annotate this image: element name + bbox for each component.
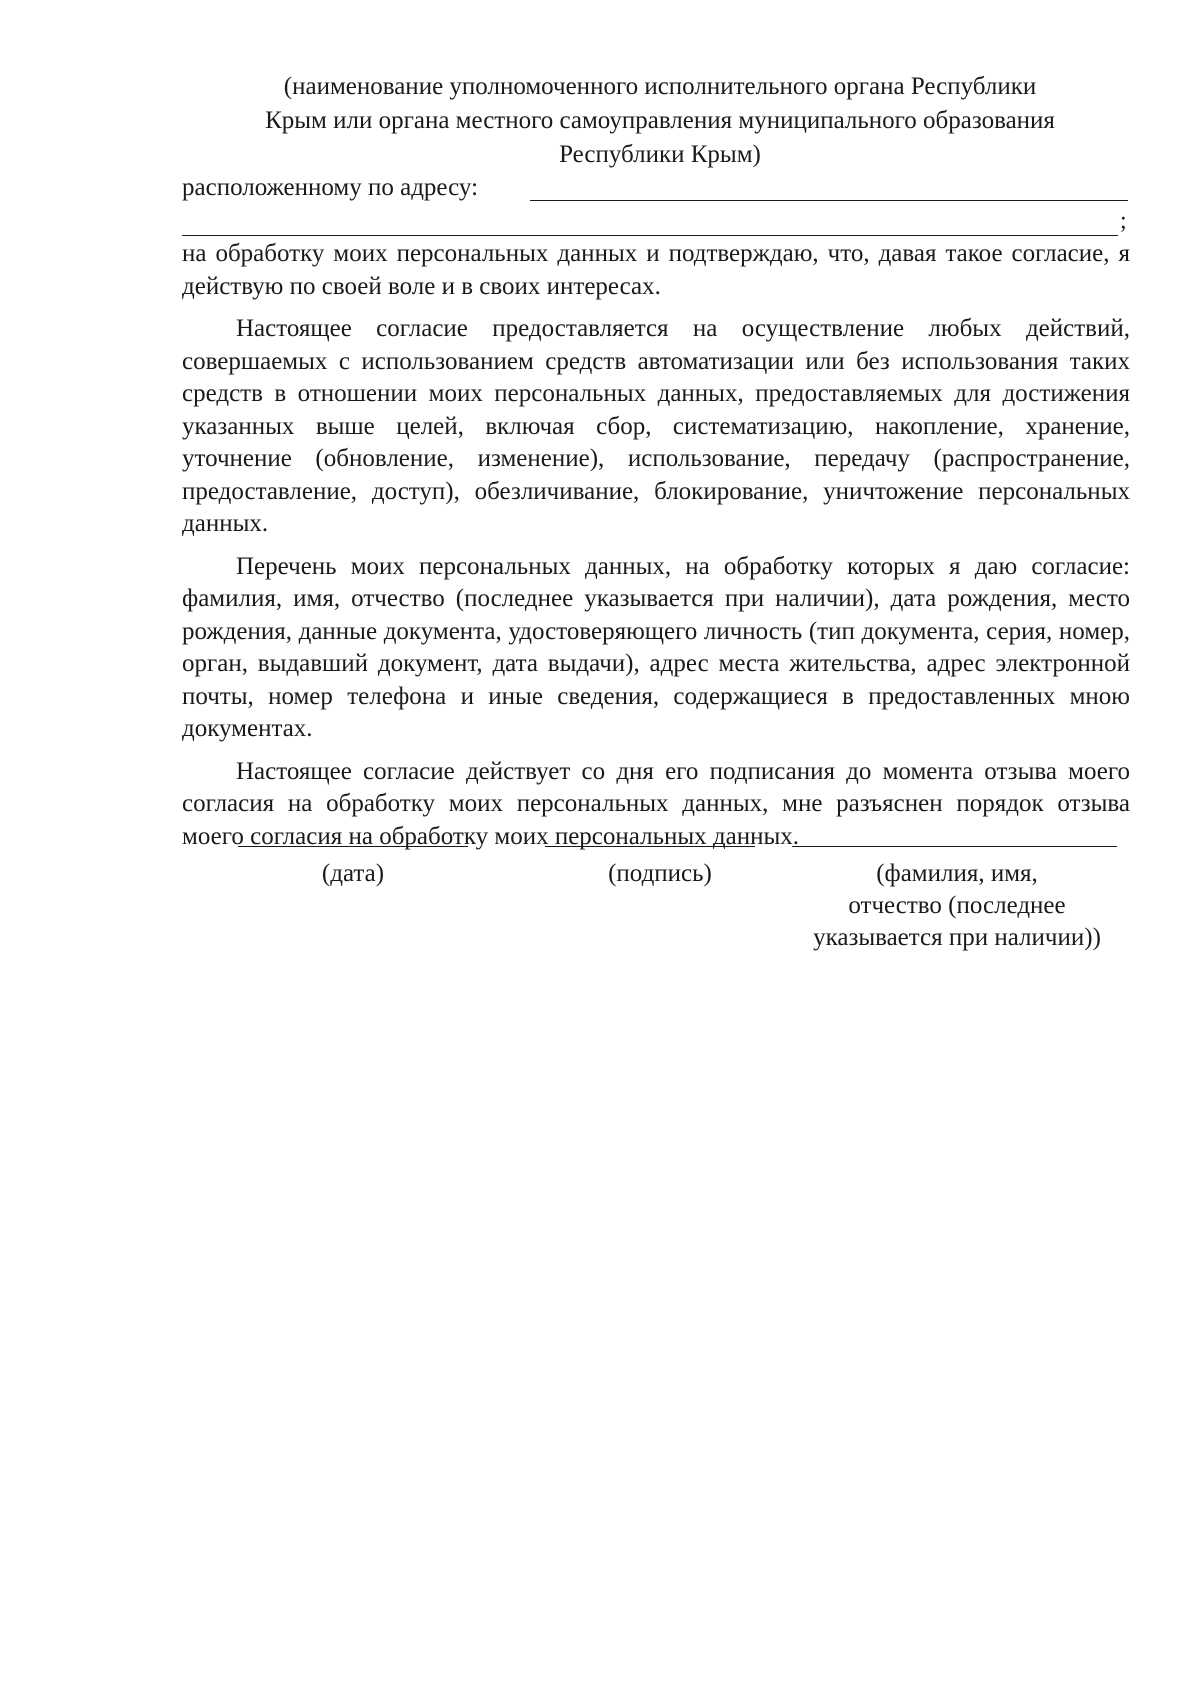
- date-blank-line: [238, 846, 468, 847]
- address-blank-line-2: [182, 235, 1118, 236]
- paragraph-4: Настоящее согласие действует со дня его подписания до момента отзыва моего согласия на обработку моих персональных данных, мне разъяснен порядок отзыва моего согласия на обработку моих персональных данных.: [182, 757, 1130, 850]
- authority-name-caption: [180, 70, 1140, 172]
- full-name-caption-line-1: (фамилия, имя,: [876, 860, 1038, 887]
- address-blank-line-1: [530, 200, 1128, 201]
- paragraph-3: Перечень моих персональных данных, на обработку которых я даю согласие: фамилия, имя, отчество (последнее указывается при наличии), дата рождения, место рождения, данные документа, удостоверяющего личность (тип документа, серия, номер, орган, выдавший документ, дата выдачи), адрес места жительства, адрес электронной почты, номер телефона и иные сведения, содержащиеся в предоставленных мною документах.: [182, 552, 1130, 742]
- signature-caption: (подпись): [608, 860, 712, 887]
- address-label: расположенному по адресу:: [182, 174, 479, 201]
- full-name-caption-line-2: отчество (последнее: [848, 892, 1066, 919]
- consent-body: [182, 238, 1130, 853]
- caption-line-1: (наименование уполномоченного исполнительного органа Республики: [283, 73, 1037, 100]
- address-end-mark: ;: [1120, 208, 1127, 234]
- paragraph-1: на обработку моих персональных данных и подтверждаю, что, давая такое согласие, я действую по своей воле и в своих интересах.: [182, 240, 1130, 300]
- date-caption: (дата): [321, 860, 385, 887]
- paragraph-2: Настоящее согласие предоставляется на осуществление любых действий, совершаемых с использованием средств автоматизации или без использования таких средств в отношении моих персональных данных, предоставляемых для достижения указанных выше целей, включая сбор, систематизацию, накопление, хранение, уточнение (обновление, изменение), использование, передачу (распространение, предоставление, доступ), обезличивание, блокирование, уничтожение персональных данных.: [182, 315, 1130, 537]
- full-name-blank-line: [792, 846, 1117, 847]
- full-name-caption-line-3: указывается при наличии)): [813, 924, 1101, 951]
- caption-line-3: Республики Крым): [559, 141, 761, 168]
- signature-blank-line: [545, 846, 755, 847]
- full-name-caption: [772, 858, 1142, 954]
- caption-line-2: Крым или органа местного самоуправления муниципального образования: [265, 107, 1055, 134]
